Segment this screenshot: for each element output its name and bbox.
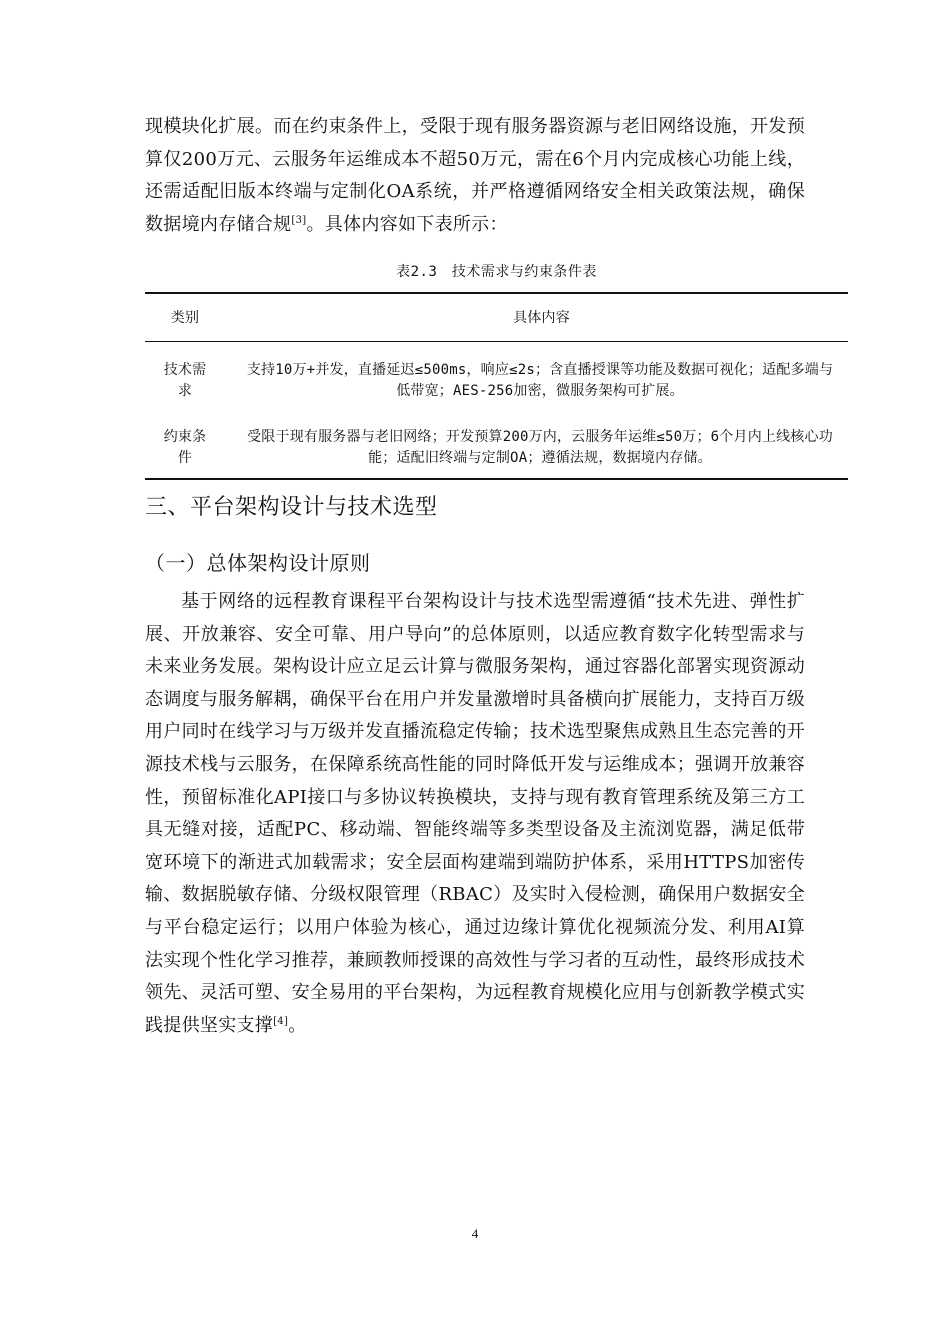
main-paragraph bbox=[145, 586, 805, 1042]
intro-paragraph-text: 现模块化扩展。而在约束条件上，受限于现有服务器资源与老旧网络设施，开发预算仅200万元、云服务年运维成本不超50万元，需在6个月内完成核心功能上线，还需适配旧版本终端与定制化OA系统，并严格遵循网络安全相关政策法规，确保数据境内存储合规 bbox=[145, 116, 805, 235]
main-paragraph-text: 基于网络的远程教育课程平台架构设计与技术选型需遵循“技术先进、弹性扩展、开放兼容、安全可靠、用户导向”的总体原则，以适应教育数字化转型需求与未来业务发展。架构设计应立足云计算与微服务架构，通过容器化部署实现资源动态调度与服务解耦，确保平台在用户并发量激增时具备横向扩展能力，支持百万级用户同时在线学习与万级并发直播流稳定传输；技术选型聚焦成熟且生态完善的开源技术栈与云服务，在保障系统高性能的同时降低开发与运维成本；强调开放兼容性，预留标准化API接口与多协议转换模块，支持与现有教育管理系统及第三方工具无缝对接，适配PC、移动端、智能终端等多类型设备及主流浏览器，满足低带宽环境下的渐进式加载需求；安全层面构建端到端防护体系，采用HTTPS加密传输、数据脱敏存储、分级权限管理（RBAC）及实时入侵检测，确保用户数据安全与平台稳定运行；以用户体验为核心，通过边缘计算优化视频流分发、利用AI算法实现个性化学习推荐，兼顾教师授课的高效性与学习者的互动性，最终形成技术领先、灵活可塑、安全易用的平台架构，为远程教育规模化应用与创新教学模式实践提供坚实支撑 bbox=[145, 591, 805, 1036]
table-top-rule bbox=[145, 292, 848, 294]
main-paragraph-tail: 。 bbox=[288, 1014, 307, 1036]
table-header-content: 具体内容 bbox=[513, 310, 570, 326]
table-row-2-content: 受限于现有服务器与老旧网络；开发预算200万内，云服务年运维≤50万；6个月内上线核心功能；适配旧终端与定制OA；遵循法规，数据境内存储。 bbox=[247, 429, 833, 466]
table-row-2-category: 约束条件 bbox=[163, 429, 207, 466]
table-bottom-rule bbox=[145, 478, 848, 480]
table-row-1-content: 支持10万+并发，直播延迟≤500ms，响应≤2s；含直播授课等功能及数据可视化；适配多端与低带宽；AES-256加密，微服务架构可扩展。 bbox=[246, 362, 834, 399]
table-caption: 表2.3 技术需求与约束条件表 bbox=[396, 264, 597, 280]
citation-3[interactable]: [3] bbox=[291, 214, 307, 226]
subsection-heading: （一）总体架构设计原则 bbox=[145, 551, 371, 575]
table-header-rule bbox=[145, 341, 848, 342]
citation-4[interactable]: [4] bbox=[273, 1015, 289, 1027]
table-header-category: 类别 bbox=[170, 310, 200, 326]
page-number: 4 bbox=[471, 1226, 479, 1241]
section-heading: 三、平台架构设计与技术选型 bbox=[145, 495, 438, 520]
intro-paragraph bbox=[145, 111, 805, 241]
intro-paragraph-tail: 。具体内容如下表所示： bbox=[306, 213, 508, 235]
table-row-1-category: 技术需求 bbox=[163, 362, 207, 399]
